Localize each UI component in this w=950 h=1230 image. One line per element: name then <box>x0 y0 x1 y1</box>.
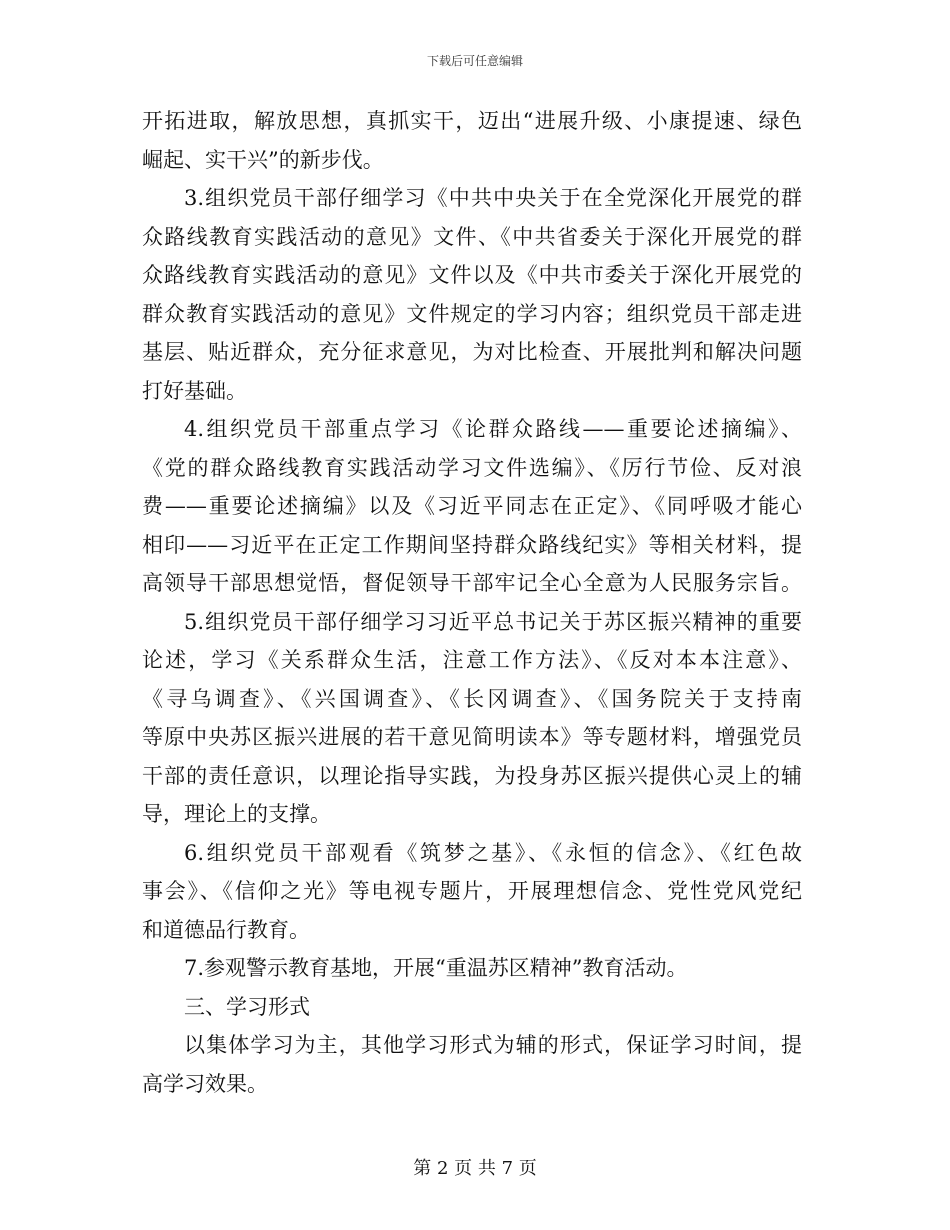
text-line: 4.组织党员干部重点学习《论群众路线——重要论述摘编》、 <box>184 417 802 441</box>
text-line: 打好基础。 <box>142 378 247 403</box>
text-line: 等原中央苏区振兴进展的若干意见简明读本》等专题材料，增强党员 <box>142 725 802 749</box>
text-line: 5.组织党员干部仔细学习习近平总书记关于苏区振兴精神的重要 <box>184 609 802 634</box>
text-line: 《党的群众路线教育实践活动学习文件选编》、《厉行节俭、反对浪 <box>142 455 802 480</box>
text-line: 群众教育实践活动的意见》文件规定的学习内容；组织党员干部走进 <box>142 301 802 326</box>
text-line: 《寻乌调查》、《兴国调查》、《长冈调查》、《国务院关于支持南 <box>142 686 802 711</box>
text-line: 以集体学习为主，其他学习形式为辅的形式，保证学习时间，提 <box>184 1033 802 1057</box>
page-footer: 第 2 页 共 7 页 <box>413 1158 537 1179</box>
text-line: 高学习效果。 <box>142 1071 268 1096</box>
text-line: 3.组织党员干部仔细学习《中共中央关于在全党深化开展党的群 <box>184 186 802 210</box>
text-line: 论述，学习《关系群众生活，注意工作方法》、《反对本本注意》、 <box>142 648 802 672</box>
text-line: 7.参观警示教育基地，开展“重温苏区精神”教育活动。 <box>184 956 688 980</box>
page-header: 下载后可任意编辑 <box>426 54 523 68</box>
text-line: 众路线教育实践活动的意见》文件以及《中共市委关于深化开展党的 <box>142 263 802 287</box>
text-line: 基层、贴近群众，充分征求意见，为对比检查、开展批判和解决问题 <box>142 340 802 364</box>
text-line: 6.组织党员干部观看《筑梦之基》、《永恒的信念》、《红色故 <box>184 840 802 865</box>
text-line: 事会》、《信仰之光》等电视专题片，开展理想信念、党性党风党纪 <box>142 879 802 903</box>
text-line: 众路线教育实践活动的意见》文件、《中共省委关于深化开展党的群 <box>142 224 802 249</box>
text-line: 和道德品行教育。 <box>142 917 310 942</box>
text-line: 相印——习近平在正定工作期间坚持群众路线纪实》等相关材料，提 <box>142 532 802 557</box>
text-line: 导，理论上的支撑。 <box>142 802 331 826</box>
text-line: 崛起、实干兴”的新步伐。 <box>142 147 384 172</box>
text-line: 费——重要论述摘编》以及《习近平同志在正定》、《同呼吸才能心 <box>142 494 802 518</box>
text-line: 三、学习形式 <box>184 994 310 1019</box>
text-line: 干部的责任意识，以理论指导实践，为投身苏区振兴提供心灵上的辅 <box>142 763 802 788</box>
text-line: 高领导干部思想觉悟，督促领导干部牢记全心全意为人民服务宗旨。 <box>142 571 802 595</box>
document-body <box>142 102 802 1103</box>
text-line: 开拓进取，解放思想，真抓实干，迈出“进展升级、小康提速、绿色 <box>142 109 802 133</box>
